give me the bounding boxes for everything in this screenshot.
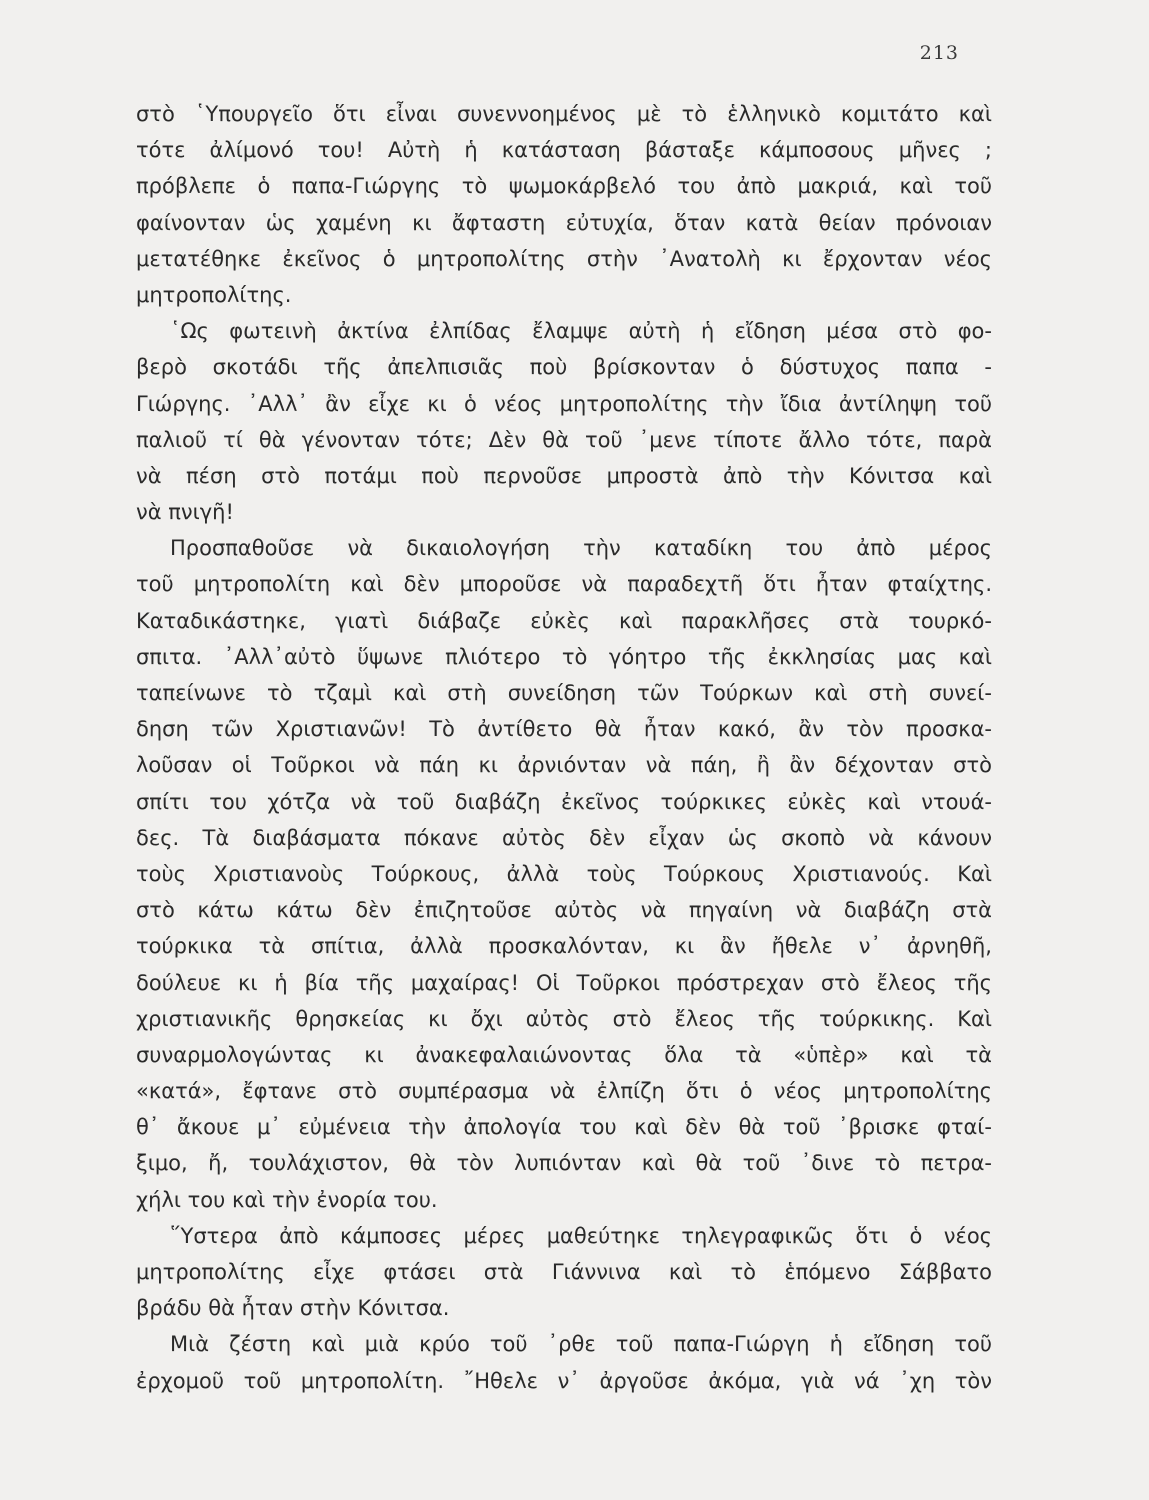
text-line: ταπείνωνε τὸ τζαμὶ καὶ στὴ συνείδηση τῶν Τούρκων καὶ στὴ συνεί-	[136, 681, 992, 705]
text-line: δούλευε κι ἡ βία τῆς μαχαίρας! Οἱ Τοῦρκοι πρόστρεχαν στὸ ἔλεος τῆς	[136, 970, 992, 995]
text-line: νὰ πνιγῆ!	[136, 500, 234, 525]
text-line: τότε ἀλίμονό του! Αὐτὴ ἡ κατάσταση βάσταξε κάμποσους μῆνες ;	[136, 138, 992, 163]
text-line: τούρκικα τὰ σπίτια, ἀλλὰ προσκαλόνταν, κι ἂν ἤθελε ν᾿ ἀρνηθῆ,	[136, 934, 992, 959]
text-line: ῾Ως φωτεινὴ ἀκτίνα ἐλπίδας ἔλαμψε αὐτὴ ἡ εἴδηση μέσα στὸ φο-	[170, 319, 992, 344]
text-line: Γιώργης. ᾿Αλλ᾿ ἂν εἶχε κι ὁ νέος μητροπολίτης τὴν ἴδια ἀντίληψη τοῦ	[136, 391, 992, 416]
page-number: 213	[919, 42, 959, 64]
text-line: σπίτι του χότζα νὰ τοῦ διαβάζη ἐκεῖνος τούρκικες εὐκὲς καὶ ντουά-	[136, 789, 992, 814]
text-line: τοῦ μητροπολίτη καὶ δὲν μποροῦσε νὰ παραδεχτῆ ὅτι ἦταν φταίχτης.	[136, 572, 992, 597]
text-line: χριστιανικῆς θρησκείας κι ὄχι αὐτὸς στὸ ἔλεος τῆς τούρκικης. Καὶ	[136, 1006, 992, 1031]
text-line: μητροπολίτης.	[136, 282, 292, 307]
text-line: ξιμο, ἤ, τουλάχιστον, θὰ τὸν λυπιόνταν καὶ θὰ τοῦ ᾿δινε τὸ πετρα-	[136, 1151, 992, 1176]
text-line: «κατά», ἔφτανε στὸ συμπέρασμα νὰ ἐλπίζη ὅτι ὁ νέος μητροπολίτης	[136, 1079, 992, 1104]
text-line: τοὺς Χριστιανοὺς Τούρκους, ἀλλὰ τοὺς Τούρκους Χριστιανούς. Καὶ	[136, 861, 992, 886]
text-line: φαίνονταν ὡς χαμένη κι ἄφταστη εὐτυχία, ὅταν κατὰ θείαν πρόνοιαν	[136, 210, 992, 235]
text-line: μετατέθηκε ἐκεῖνος ὁ μητροπολίτης στὴν ᾿Ανατολὴ κι ἔρχονταν νέος	[136, 246, 992, 271]
text-line: στὸ ῾Υπουργεῖο ὅτι εἶναι συνεννοημένος μὲ τὸ ἑλληνικὸ κομιτάτο καὶ	[136, 102, 992, 126]
text-body	[136, 96, 992, 1399]
text-line: βράδυ θὰ ἦταν στὴν Κόνιτσα.	[136, 1296, 450, 1321]
text-line: χήλι του καὶ τὴν ἐνορία του.	[136, 1187, 438, 1212]
text-line: βερὸ σκοτάδι τῆς ἀπελπισιᾶς ποὺ βρίσκονταν ὁ δύστυχος παπα -	[136, 355, 992, 380]
text-line: Προσπαθοῦσε νὰ δικαιολογήση τὴν καταδίκη του ἀπὸ μέρος	[170, 536, 992, 561]
text-line: Καταδικάστηκε, γιατὶ διάβαζε εὐκὲς καὶ παρακλῆσες στὰ τουρκό-	[136, 608, 992, 633]
text-line: πρόβλεπε ὁ παπα-Γιώργης τὸ ψωμοκάρβελό του ἀπὸ μακριά, καὶ τοῦ	[136, 174, 992, 199]
text-line: συναρμολογώντας κι ἀνακεφαλαιώνοντας ὅλα τὰ «ὑπὲρ» καὶ τὰ	[136, 1042, 992, 1067]
text-line: μητροπολίτης εἶχε φτάσει στὰ Γιάννινα καὶ τὸ ἑπόμενο Σάββατο	[136, 1260, 992, 1284]
text-line: στὸ κάτω κάτω δὲν ἐπιζητοῦσε αὐτὸς νὰ πηγαίνη νὰ διαβάζη στὰ	[136, 898, 992, 923]
text-line: Μιὰ ζέστη καὶ μιὰ κρύο τοῦ ᾿ρθε τοῦ παπα-Γιώργη ἡ εἴδηση τοῦ	[170, 1332, 992, 1357]
text-line: σπιτα. ᾿Αλλ᾿αὐτὸ ὕψωνε πλιότερο τὸ γόητρο τῆς ἐκκλησίας μας καὶ	[136, 644, 992, 669]
text-line: δηση τῶν Χριστιανῶν! Τὸ ἀντίθετο θὰ ἦταν κακό, ἂν τὸν προσκα-	[136, 717, 992, 742]
text-line: ῞Υστερα ἀπὸ κάμποσες μέρες μαθεύτηκε τηλεγραφικῶς ὅτι ὁ νέος	[170, 1223, 992, 1248]
text-line: λοῦσαν οἱ Τοῦρκοι νὰ πάη κι ἀρνιόνταν νὰ πάη, ἢ ἂν δέχονταν στὸ	[136, 753, 992, 778]
text-line: νὰ πέση στὸ ποτάμι ποὺ περνοῦσε μπροστὰ ἀπὸ τὴν Κόνιτσα καὶ	[136, 463, 992, 488]
text-line: δες. Τὰ διαβάσματα πόκανε αὐτὸς δὲν εἶχαν ὡς σκοπὸ νὰ κάνουν	[136, 825, 992, 850]
text-line: παλιοῦ τί θὰ γένονταν τότε; Δὲν θὰ τοῦ ᾿μενε τίποτε ἄλλο τότε, παρὰ	[136, 427, 992, 452]
text-line: θ᾿ ἄκουε μ᾿ εὐμένεια τὴν ἀπολογία του καὶ δὲν θὰ τοῦ ᾿βρισκε φταί-	[136, 1115, 992, 1140]
text-line: ἐρχομοῦ τοῦ μητροπολίτη. ῎Ηθελε ν᾿ ἀργοῦσε ἀκόμα, γιὰ νά ᾿χη τὸν	[136, 1368, 992, 1393]
